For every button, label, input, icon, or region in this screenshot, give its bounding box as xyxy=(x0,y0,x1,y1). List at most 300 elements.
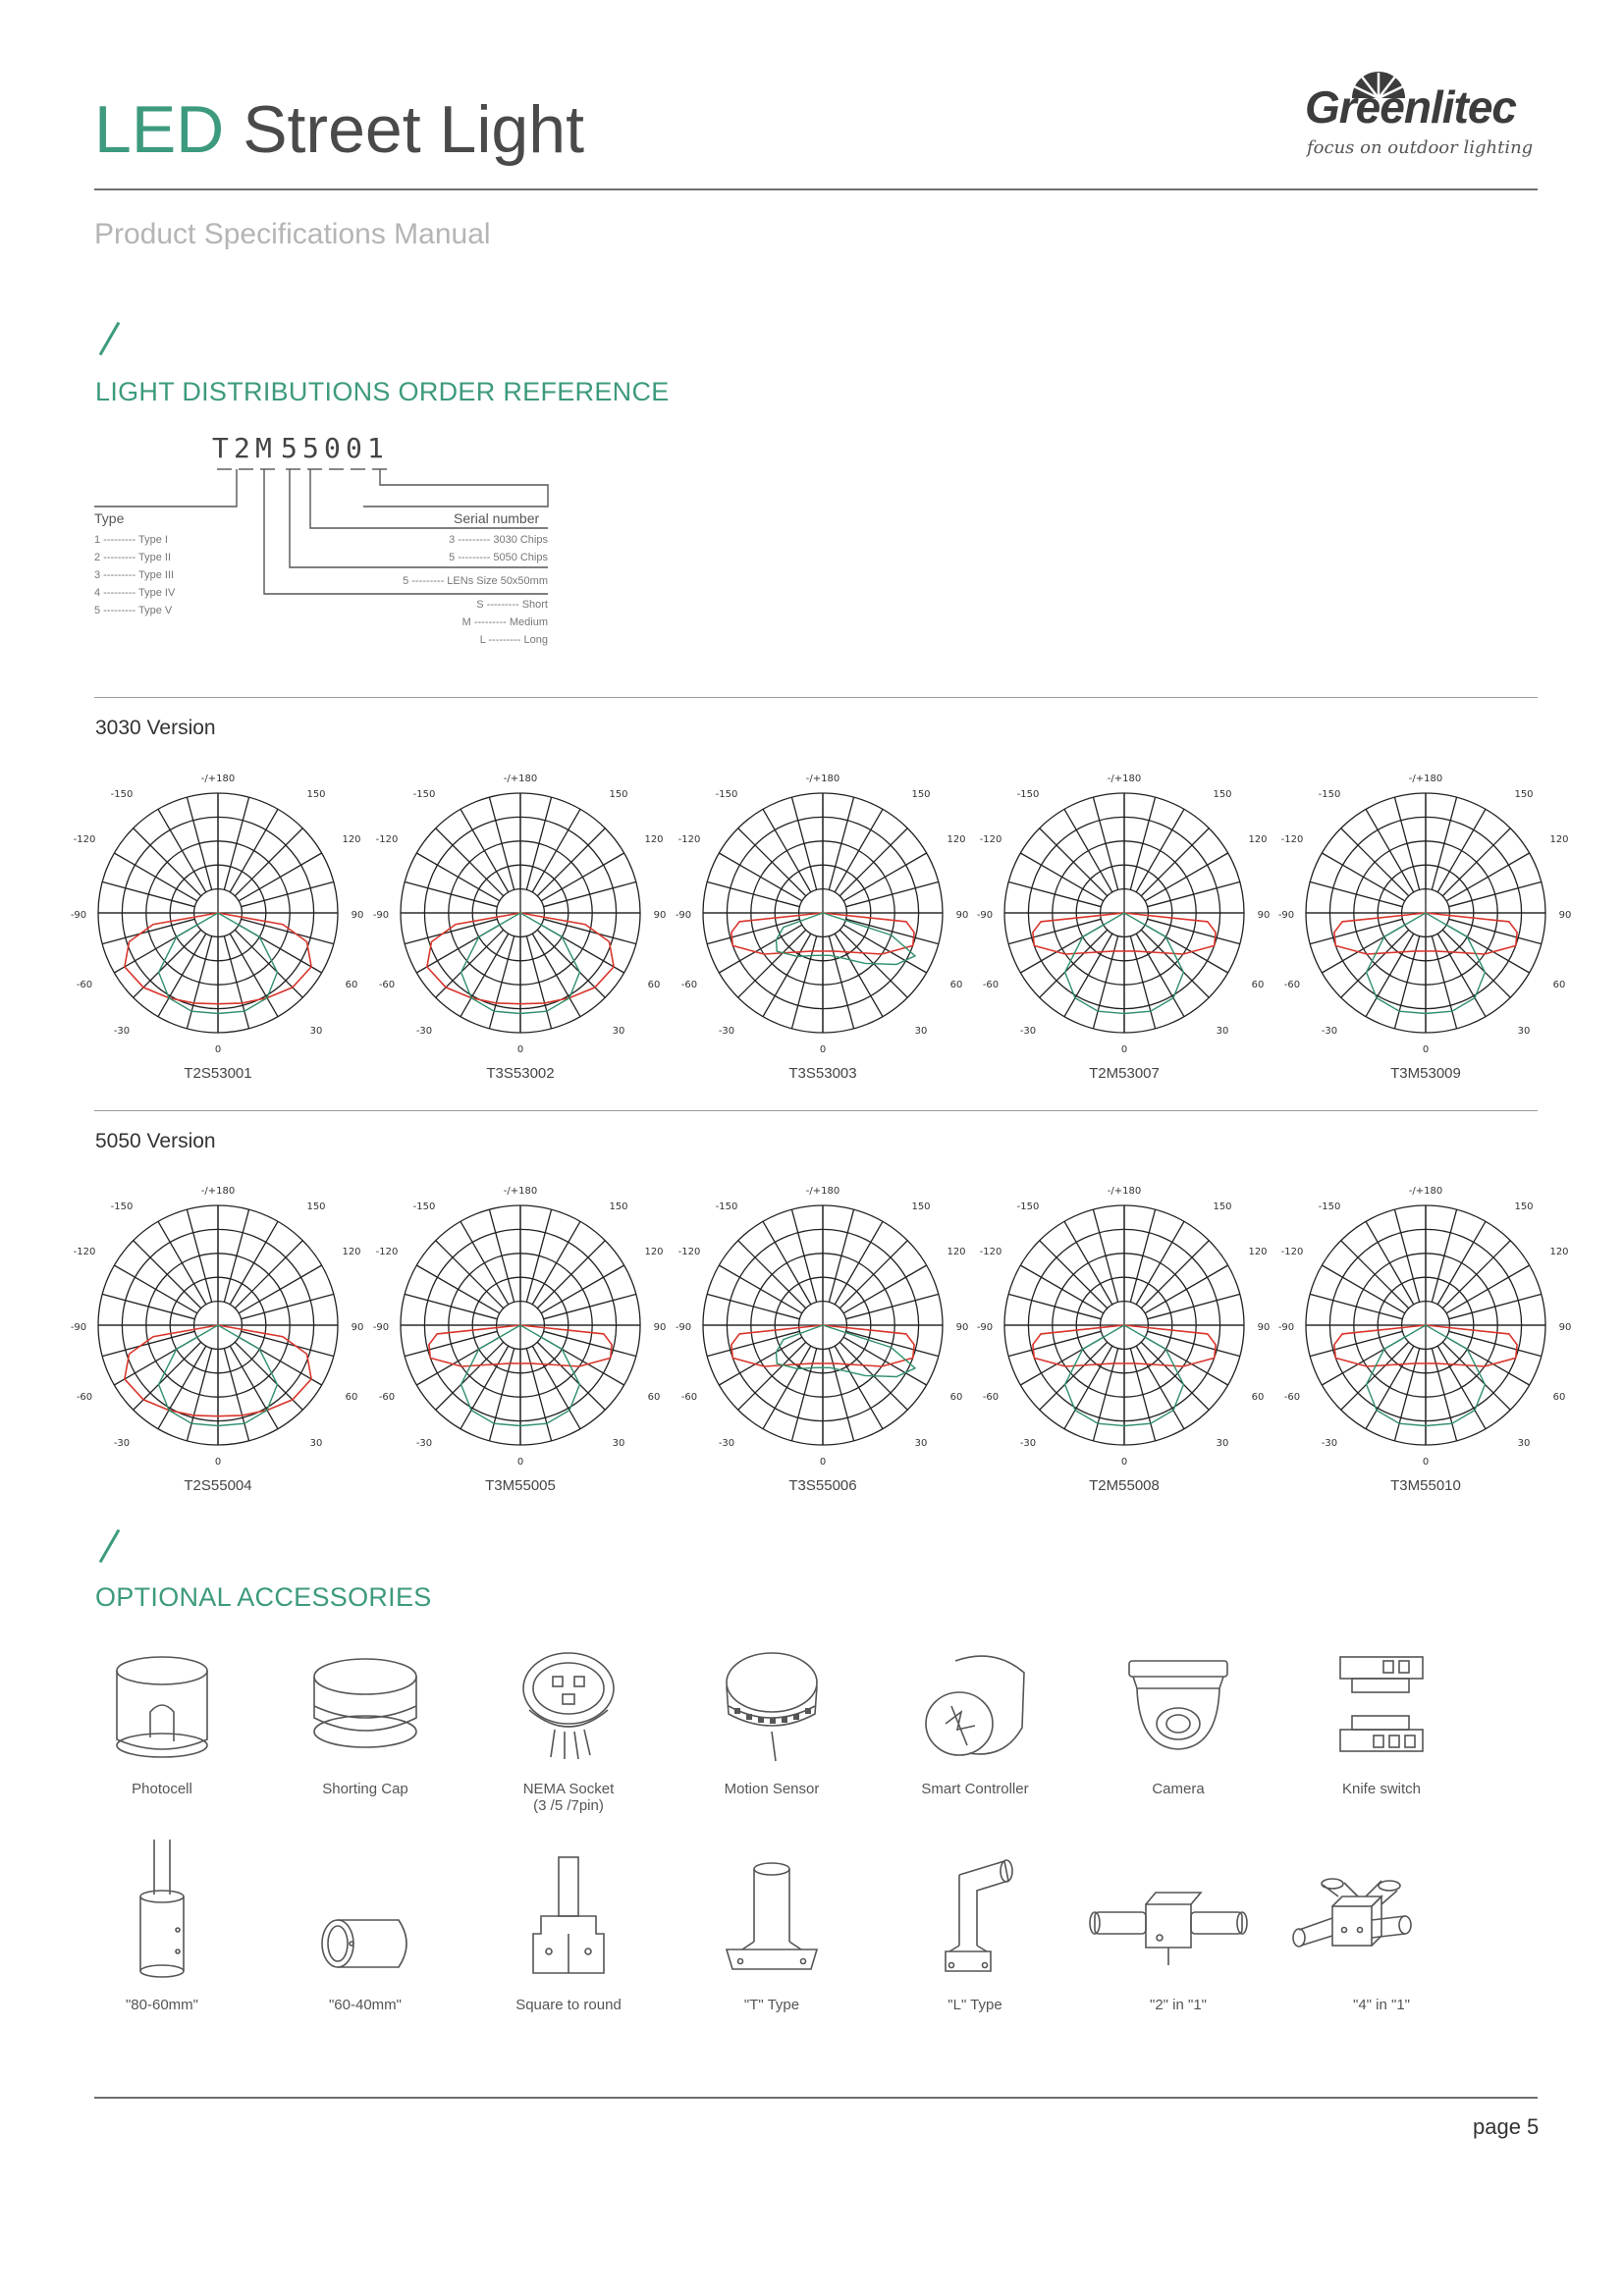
accessory-nema-socket xyxy=(480,1649,657,1814)
axis-tick-label: -30 xyxy=(415,1438,433,1449)
grid-spoke xyxy=(1366,934,1414,1017)
polar-diagram xyxy=(373,766,668,1060)
axis-tick-label: -120 xyxy=(375,1247,399,1257)
grid-spoke xyxy=(460,1221,509,1305)
accessory-2-in-1 xyxy=(1090,1836,1267,2013)
grid-spoke xyxy=(846,1331,939,1356)
distribution-section-title: LIGHT DISTRIBUTIONS ORDER REFERENCE xyxy=(95,377,670,406)
accessory-camera xyxy=(1090,1649,1267,1797)
axis-tick-label: -90 xyxy=(71,910,87,921)
grid-spoke xyxy=(158,1346,206,1429)
sleeve-adapter-icon xyxy=(306,1836,424,1993)
grid-spoke xyxy=(1148,881,1240,906)
axis-tick-label: -/+180 xyxy=(200,1186,236,1197)
grid-spoke xyxy=(230,1221,278,1305)
grid-spoke xyxy=(1148,1294,1240,1318)
grid-spoke xyxy=(1008,919,1101,943)
accessory-adapter-80-60 xyxy=(74,1836,250,2013)
grid-spoke xyxy=(839,1241,907,1308)
accessory-label: "80-60mm" xyxy=(125,1997,198,2013)
type-item: 5 --------- Type V xyxy=(94,605,173,616)
accessory-label: "L" Type xyxy=(947,1997,1002,2013)
axis-tick-label: 90 xyxy=(1257,1322,1271,1333)
axis-tick-label: -120 xyxy=(1280,1247,1304,1257)
grid-spoke xyxy=(843,1265,927,1313)
grid-spoke xyxy=(224,797,248,889)
axis-tick-label: -90 xyxy=(977,910,994,921)
grid-spoke xyxy=(460,809,509,892)
grid-spoke xyxy=(707,919,799,943)
accessory-label: Shorting Cap xyxy=(322,1781,408,1797)
code-char: M xyxy=(255,432,272,464)
axis-tick-label: -90 xyxy=(977,1322,994,1333)
axis-tick-label: 0 xyxy=(1120,1457,1128,1468)
accessory-knife-switch xyxy=(1293,1649,1470,1797)
axis-tick-label: -90 xyxy=(1278,910,1295,921)
grid-spoke xyxy=(846,1294,939,1318)
axis-tick-label: -120 xyxy=(1280,834,1304,845)
polar-diagram-label: T3S53003 xyxy=(788,1065,857,1082)
axis-tick-label: -90 xyxy=(71,1322,87,1333)
logo-name: Greenlitec xyxy=(1305,81,1516,133)
grid-spoke xyxy=(187,1349,211,1441)
grid-spoke xyxy=(1040,1241,1108,1308)
grid-spoke xyxy=(707,881,799,906)
grid-spoke xyxy=(158,1221,206,1305)
square-to-round-icon xyxy=(510,1836,627,1993)
grid-spoke xyxy=(763,809,811,892)
grid-spoke xyxy=(1136,1346,1184,1429)
grid-spoke xyxy=(1437,809,1486,892)
grid-spoke xyxy=(1432,797,1456,889)
grid-spoke xyxy=(791,936,816,1029)
grid-spoke xyxy=(230,809,278,892)
axis-tick-label: 60 xyxy=(647,980,661,990)
grid-spoke xyxy=(235,1241,302,1308)
axis-tick-label: -90 xyxy=(1278,1322,1295,1333)
grid-spoke xyxy=(544,919,636,943)
grid-spoke xyxy=(791,797,816,889)
axis-tick-label: 30 xyxy=(1216,1026,1229,1037)
grid-spoke xyxy=(846,919,939,943)
polar-chart xyxy=(1278,766,1573,1060)
code-char: 0 xyxy=(324,432,341,464)
axis-tick-label: 150 xyxy=(306,789,326,800)
grid-spoke xyxy=(1040,828,1108,896)
page-subtitle: Product Specifications Manual xyxy=(94,218,491,250)
axis-tick-label: -120 xyxy=(375,834,399,845)
grid-spoke xyxy=(242,919,334,943)
axis-tick-label: -30 xyxy=(718,1438,735,1449)
grid-spoke xyxy=(763,934,811,1017)
grid-spoke xyxy=(544,881,636,906)
grid-spoke xyxy=(791,1349,816,1441)
grid-spoke xyxy=(489,797,514,889)
accessory-label: "T" Type xyxy=(743,1997,800,2013)
grid-spoke xyxy=(1141,930,1209,997)
grid-spoke xyxy=(1310,1294,1402,1318)
axis-tick-label: 90 xyxy=(1558,910,1572,921)
grid-spoke xyxy=(532,809,580,892)
section-divider xyxy=(94,697,1538,698)
grid-spoke xyxy=(1148,1331,1240,1356)
title-rest: Street Light xyxy=(243,92,584,167)
axis-tick-label: 150 xyxy=(1514,789,1534,800)
grid-spoke xyxy=(102,1294,194,1318)
axis-tick-label: 0 xyxy=(1120,1044,1128,1055)
axis-tick-label: -120 xyxy=(73,1247,96,1257)
grid-spoke xyxy=(835,1221,883,1305)
grid-spoke xyxy=(187,936,211,1029)
accessory-label: "60-40mm" xyxy=(328,1997,402,2013)
grid-spoke xyxy=(134,828,201,896)
axis-tick-label: 0 xyxy=(819,1457,827,1468)
axis-tick-label: -90 xyxy=(373,1322,390,1333)
axis-tick-label: 90 xyxy=(1558,1322,1572,1333)
axis-tick-label: 60 xyxy=(1251,1392,1265,1403)
grid-spoke xyxy=(1130,1209,1155,1302)
grid-spoke xyxy=(526,1209,551,1302)
grid-spoke xyxy=(416,853,500,901)
polar-diagram xyxy=(676,1178,970,1472)
polar-chart xyxy=(373,1178,668,1472)
axis-tick-label: -60 xyxy=(76,1392,93,1403)
axis-tick-label: -150 xyxy=(715,789,738,800)
polar-diagram xyxy=(676,766,970,1060)
grid-spoke xyxy=(1442,1241,1510,1308)
axis-tick-label: -60 xyxy=(680,1392,698,1403)
axis-tick-label: -150 xyxy=(110,1201,134,1212)
axis-tick-label: 30 xyxy=(612,1026,625,1037)
axis-tick-label: -/+180 xyxy=(1107,774,1142,784)
code-char: 2 xyxy=(234,432,250,464)
axis-tick-label: -150 xyxy=(715,1201,738,1212)
axis-tick-label: -30 xyxy=(1321,1438,1338,1449)
axis-tick-label: 0 xyxy=(516,1457,524,1468)
grid-spoke xyxy=(835,1346,883,1429)
axis-tick-label: 90 xyxy=(351,910,364,921)
grid-spoke xyxy=(405,881,497,906)
grid-spoke xyxy=(1008,1331,1101,1356)
accessory-label: Camera xyxy=(1152,1781,1205,1797)
axis-tick-label: -30 xyxy=(718,1026,735,1037)
axis-tick-label: 0 xyxy=(214,1044,222,1055)
axis-tick-label: 150 xyxy=(1213,1201,1232,1212)
axis-tick-label: -60 xyxy=(378,980,396,990)
accessory-label: Square to round xyxy=(515,1997,622,2013)
knife-switch-icon xyxy=(1323,1649,1440,1777)
axis-tick-label: 60 xyxy=(1251,980,1265,990)
section-divider xyxy=(94,1110,1538,1111)
two-in-one-bracket-icon xyxy=(1085,1836,1252,1993)
grid-spoke xyxy=(829,797,853,889)
grid-spoke xyxy=(835,934,883,1017)
axis-tick-label: 150 xyxy=(609,789,628,800)
grid-spoke xyxy=(1449,1331,1542,1356)
axis-tick-label: 0 xyxy=(214,1457,222,1468)
axis-tick-label: 150 xyxy=(911,1201,931,1212)
grid-spoke xyxy=(1366,1221,1414,1305)
grid-spoke xyxy=(738,1241,806,1308)
accessory-square-to-round xyxy=(480,1836,657,2013)
grid-spoke xyxy=(405,1294,497,1318)
grid-spoke xyxy=(1394,1349,1419,1441)
axis-tick-label: -30 xyxy=(1321,1026,1338,1037)
polar-diagram-label: T3M55005 xyxy=(485,1477,556,1494)
grid-spoke xyxy=(1064,1221,1112,1305)
polar-chart xyxy=(676,1178,970,1472)
grid-spoke xyxy=(719,1265,802,1313)
grid-spoke xyxy=(1040,1342,1108,1410)
accessory-motion-sensor xyxy=(683,1649,860,1797)
grid-spoke xyxy=(1394,797,1419,889)
grid-spoke xyxy=(134,1241,201,1308)
grid-spoke xyxy=(114,1265,197,1313)
grid-spoke xyxy=(532,1221,580,1305)
grid-spoke xyxy=(242,1331,334,1356)
order-code-diagram xyxy=(94,432,556,663)
grid-spoke xyxy=(1432,936,1456,1029)
grid-spoke xyxy=(436,828,504,896)
page-title xyxy=(94,90,584,169)
polar-chart xyxy=(676,766,970,1060)
polar-diagram-label: T3M55010 xyxy=(1390,1477,1461,1494)
axis-tick-label: 60 xyxy=(345,980,358,990)
type-item: 1 --------- Type I xyxy=(94,534,168,546)
axis-tick-label: -30 xyxy=(1019,1026,1037,1037)
accessory-adapter-60-40 xyxy=(277,1836,454,2013)
axis-tick-label: 120 xyxy=(644,834,664,845)
grid-spoke xyxy=(1449,1294,1542,1318)
grid-spoke xyxy=(460,934,509,1017)
axis-tick-label: 30 xyxy=(309,1438,323,1449)
axis-tick-label: 30 xyxy=(612,1438,625,1449)
polar-diagram-label: T3M53009 xyxy=(1390,1065,1461,1082)
polar-chart xyxy=(71,1178,365,1472)
chip-item: 3 --------- 3030 Chips xyxy=(449,534,548,546)
grid-spoke xyxy=(1064,934,1112,1017)
grid-spoke xyxy=(187,797,211,889)
title-accent: LED xyxy=(94,92,225,167)
polar-diagram-label: T2S53001 xyxy=(184,1065,252,1082)
grid-spoke xyxy=(1394,936,1419,1029)
axis-tick-label: 90 xyxy=(955,910,969,921)
axis-tick-label: 120 xyxy=(1549,834,1569,845)
axis-tick-label: -60 xyxy=(378,1392,396,1403)
grid-spoke xyxy=(1394,1209,1419,1302)
grid-spoke xyxy=(846,881,939,906)
axis-tick-label: 60 xyxy=(647,1392,661,1403)
grid-spoke xyxy=(526,1349,551,1441)
axis-tick-label: 60 xyxy=(345,1392,358,1403)
t-type-bracket-icon xyxy=(713,1836,831,1993)
axis-tick-label: 120 xyxy=(947,1247,966,1257)
axis-tick-label: 120 xyxy=(644,1247,664,1257)
axis-tick-label: -150 xyxy=(1318,1201,1341,1212)
grid-spoke xyxy=(1141,828,1209,896)
axis-tick-label: 30 xyxy=(1517,1438,1531,1449)
grid-spoke xyxy=(1341,828,1409,896)
axis-tick-label: 30 xyxy=(1517,1026,1531,1037)
axis-tick-label: 120 xyxy=(342,834,361,845)
grid-spoke xyxy=(102,881,194,906)
axis-tick-label: -/+180 xyxy=(805,774,840,784)
axis-tick-label: -30 xyxy=(415,1026,433,1037)
grid-spoke xyxy=(436,1241,504,1308)
grid-spoke xyxy=(224,936,248,1029)
accessory-shorting-cap xyxy=(277,1649,454,1797)
axis-tick-label: -120 xyxy=(677,1247,701,1257)
polar-diagram-label: T3S53002 xyxy=(486,1065,555,1082)
polar-chart xyxy=(977,766,1272,1060)
section-slash-icon xyxy=(99,1529,121,1563)
grid-spoke xyxy=(526,936,551,1029)
axis-tick-label: 150 xyxy=(609,1201,628,1212)
grid-spoke xyxy=(460,1346,509,1429)
axis-tick-label: -60 xyxy=(982,1392,1000,1403)
axis-tick-label: 60 xyxy=(1552,1392,1566,1403)
accessory-label: Knife switch xyxy=(1341,1781,1422,1797)
length-item: S --------- Short xyxy=(476,599,548,611)
grid-spoke xyxy=(719,853,802,901)
grid-spoke xyxy=(489,936,514,1029)
grid-spoke xyxy=(1093,1349,1117,1441)
polar-diagram xyxy=(977,1178,1272,1472)
grid-spoke xyxy=(839,828,907,896)
four-in-one-bracket-icon xyxy=(1283,1836,1421,1993)
grid-spoke xyxy=(1341,1241,1409,1308)
grid-spoke xyxy=(1449,919,1542,943)
grid-spoke xyxy=(1008,1294,1101,1318)
grid-spoke xyxy=(1322,1265,1405,1313)
grid-spoke xyxy=(1130,1349,1155,1441)
grid-spoke xyxy=(843,853,927,901)
page-number: page 5 xyxy=(1473,2114,1540,2139)
grid-spoke xyxy=(1064,1346,1112,1429)
axis-tick-label: -120 xyxy=(677,834,701,845)
grid-spoke xyxy=(537,828,605,896)
photocell-icon xyxy=(103,1649,221,1777)
axis-tick-label: -/+180 xyxy=(1107,1186,1142,1197)
grid-spoke xyxy=(1432,1349,1456,1441)
nema-socket-icon xyxy=(510,1649,627,1777)
grid-spoke xyxy=(1136,934,1184,1017)
grid-spoke xyxy=(1442,828,1510,896)
axis-tick-label: -90 xyxy=(373,910,390,921)
axis-tick-label: 150 xyxy=(1514,1201,1534,1212)
grid-spoke xyxy=(489,1209,514,1302)
grid-spoke xyxy=(763,1346,811,1429)
axis-tick-label: 90 xyxy=(351,1322,364,1333)
axis-tick-label: -150 xyxy=(1318,789,1341,800)
type-item: 4 --------- Type IV xyxy=(94,587,176,599)
axis-tick-label: 120 xyxy=(1248,1247,1268,1257)
axis-tick-label: 150 xyxy=(911,789,931,800)
grid-spoke xyxy=(791,1209,816,1302)
chip-item: 5 --------- 5050 Chips xyxy=(449,552,548,563)
accessory-photocell xyxy=(74,1649,250,1797)
grid-spoke xyxy=(1130,936,1155,1029)
type-item: 2 --------- Type II xyxy=(94,552,172,563)
grid-spoke xyxy=(239,1265,322,1313)
grid-spoke xyxy=(1136,1221,1184,1305)
grid-spoke xyxy=(541,853,624,901)
accessory-label: Motion Sensor xyxy=(724,1781,820,1797)
axis-tick-label: -120 xyxy=(979,1247,1002,1257)
axis-tick-label: 120 xyxy=(1248,834,1268,845)
grid-spoke xyxy=(239,853,322,901)
accessory-smart-controller xyxy=(887,1649,1063,1797)
grid-spoke xyxy=(1130,797,1155,889)
axis-tick-label: 60 xyxy=(1552,980,1566,990)
grid-spoke xyxy=(829,1209,853,1302)
grid-spoke xyxy=(829,936,853,1029)
grid-spoke xyxy=(537,1241,605,1308)
polar-diagram-label: T2S55004 xyxy=(184,1477,252,1494)
polar-diagram xyxy=(373,1178,668,1472)
grid-spoke xyxy=(1437,1346,1486,1429)
greenlitec-logo xyxy=(1301,71,1537,169)
axis-tick-label: 0 xyxy=(1422,1457,1430,1468)
axis-tick-label: 120 xyxy=(342,1247,361,1257)
grid-spoke xyxy=(416,1265,500,1313)
accessory-label: NEMA Socket (3 /5 /7pin) xyxy=(522,1781,615,1814)
grid-spoke xyxy=(532,934,580,1017)
grid-spoke xyxy=(738,1342,806,1410)
polar-diagram-label: T3S55006 xyxy=(788,1477,857,1494)
accessory-label: "2" in "1" xyxy=(1150,1997,1207,2013)
grid-spoke xyxy=(1366,1346,1414,1429)
axis-tick-label: -90 xyxy=(676,910,692,921)
axis-tick-label: -90 xyxy=(676,1322,692,1333)
axis-tick-label: -150 xyxy=(412,789,436,800)
grid-spoke xyxy=(1341,930,1409,997)
axis-tick-label: -60 xyxy=(680,980,698,990)
grid-spoke xyxy=(1446,853,1530,901)
grid-spoke xyxy=(1141,1342,1209,1410)
axis-tick-label: 0 xyxy=(1422,1044,1430,1055)
axis-tick-label: -120 xyxy=(979,834,1002,845)
grid-spoke xyxy=(1432,1209,1456,1302)
polar-diagram xyxy=(977,766,1272,1060)
grid-spoke xyxy=(1145,853,1228,901)
axis-tick-label: -/+180 xyxy=(503,1186,538,1197)
grid-spoke xyxy=(405,919,497,943)
grid-spoke xyxy=(1442,1342,1510,1410)
grid-spoke xyxy=(1341,1342,1409,1410)
axis-tick-label: -30 xyxy=(113,1438,131,1449)
grid-spoke xyxy=(230,934,278,1017)
axis-tick-label: -60 xyxy=(1283,1392,1301,1403)
polar-chart xyxy=(1278,1178,1573,1472)
grid-spoke xyxy=(242,1294,334,1318)
grid-spoke xyxy=(489,1349,514,1441)
grid-spoke xyxy=(102,919,194,943)
accessory-l-type xyxy=(887,1836,1063,2013)
polar-diagram-label: T2M53007 xyxy=(1089,1065,1160,1082)
axis-tick-label: 30 xyxy=(914,1438,928,1449)
grid-spoke xyxy=(1310,1331,1402,1356)
grid-spoke xyxy=(1366,809,1414,892)
grid-spoke xyxy=(738,828,806,896)
motion-sensor-icon xyxy=(713,1649,831,1777)
lens-item: 5 --------- LENs Size 50x50mm xyxy=(403,575,548,587)
axis-tick-label: -/+180 xyxy=(805,1186,840,1197)
accessory-label: Smart Controller xyxy=(921,1781,1029,1797)
axis-tick-label: 90 xyxy=(653,910,667,921)
grid-spoke xyxy=(532,1346,580,1429)
accessory-t-type xyxy=(683,1836,860,2013)
